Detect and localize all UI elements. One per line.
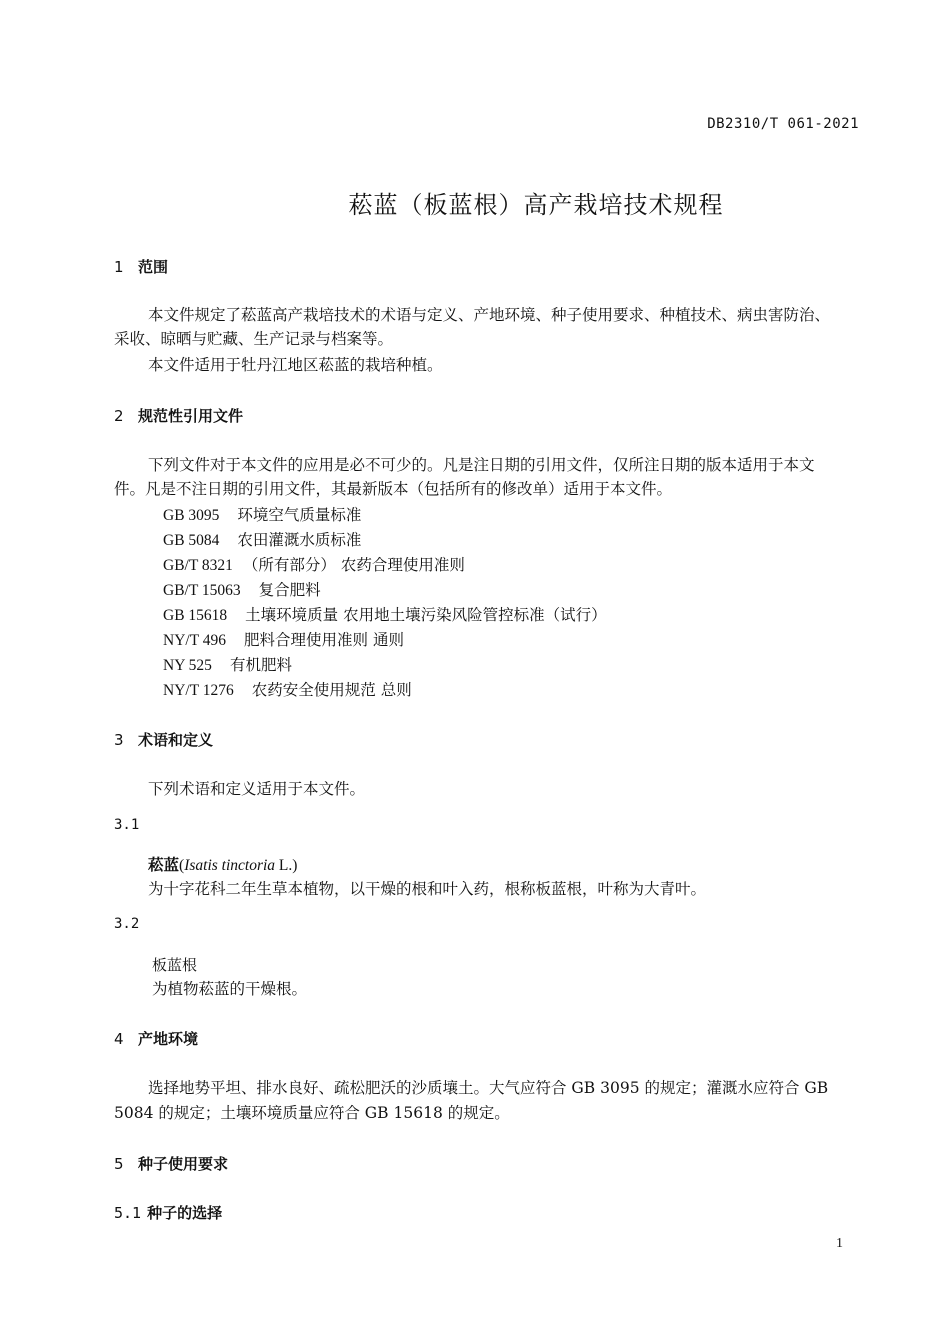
section-heading-4 [114,1028,198,1049]
paragraph-line: 采收、晾晒与贮藏、生产记录与档案等。 [114,330,394,348]
term-name: 菘蓝 [148,855,180,874]
section-heading-3 [114,729,213,750]
section-title: 种子使用要求 [138,1155,229,1173]
paragraph: 下列术语和定义适用于本文件。 [148,780,366,798]
section-number: 5 [114,1155,124,1173]
reference-name: 土壤环境质量 农用地土壤污染风险管控标准（试行） [245,606,607,624]
reference-code: GB/T 8321 [163,557,233,574]
term-latin-open: ( [179,857,185,874]
reference-code: NY/T 496 [163,632,227,649]
section-number: 3 [114,731,124,749]
term-definition: 为十字花科二年生草本植物，以干燥的根和叶入药，根称板蓝根，叶称为大青叶。 [148,880,707,898]
reference-name: 环境空气质量标准 [237,506,362,524]
reference-code: GB 3095 [163,507,220,524]
reference-item [163,603,607,625]
reference-name: 复合肥料 [258,581,321,599]
reference-name: 有机肥料 [229,656,292,674]
document-title: 菘蓝（板蓝根）高产栽培技术规程 [348,191,724,219]
term-number: 3.1 [114,817,140,833]
reference-name: 农药安全使用规范 总则 [251,681,412,699]
reference-item [163,678,412,700]
section-title: 术语和定义 [138,731,214,749]
section-heading-2 [114,405,243,426]
term-latin-name: Isatis tinctoria [184,857,276,874]
subsection-heading [114,1202,222,1223]
section-number: 4 [114,1030,124,1048]
reference-code: GB 5084 [163,532,220,549]
section-title: 范围 [138,258,169,276]
term-heading [148,853,297,878]
paragraph-line: 下列文件对于本文件的应用是必不可少的。凡是注日期的引用文件，仅所注日期的版本适用于本文 [148,456,815,474]
reference-item [163,653,292,675]
term-number: 3.2 [114,916,140,932]
term-latin-suffix: L.) [275,857,298,874]
paragraph: 本文件适用于牡丹江地区菘蓝的栽培种植。 [148,356,443,374]
section-title: 产地环境 [138,1030,199,1048]
section-title: 规范性引用文件 [138,407,244,425]
reference-name: （所有部分） 农药合理使用准则 [242,556,465,574]
reference-item [163,578,321,600]
term-name: 板蓝根 [152,956,198,974]
section-heading-5 [114,1153,228,1174]
document-number: DB2310/T 061-2021 [707,116,859,132]
subsection-number: 5.1 [114,1204,142,1222]
reference-item [163,628,404,650]
reference-code: NY/T 1276 [163,682,234,699]
reference-code: GB/T 15063 [163,582,241,599]
reference-code: GB 15618 [163,607,228,624]
paragraph-line: 本文件规定了菘蓝高产栽培技术的术语与定义、产地环境、种子使用要求、种植技术、病虫害防治、 [148,306,831,324]
reference-name: 农田灌溉水质标准 [237,531,362,549]
reference-code: NY 525 [163,657,212,674]
section-number: 1 [114,258,124,276]
section-heading-1 [114,256,168,277]
page-number: 1 [836,1236,843,1251]
paragraph-line: 件。凡是不注日期的引用文件，其最新版本（包括所有的修改单）适用于本文件。 [114,480,673,498]
paragraph-line: 5084 的规定；土壤环境质量应符合 GB 15618 的规定。 [114,1104,510,1122]
term-definition: 为植物菘蓝的干燥根。 [152,980,308,998]
reference-item [163,553,465,575]
reference-name: 肥料合理使用准则 通则 [244,631,404,649]
reference-item [163,503,361,525]
paragraph-line: 选择地势平坦、排水良好、疏松肥沃的沙质壤土。大气应符合 GB 3095 的规定；灌溉水应符合 GB [148,1079,829,1097]
section-number: 2 [114,407,124,425]
subsection-title: 种子的选择 [147,1204,223,1222]
reference-item [163,528,361,550]
